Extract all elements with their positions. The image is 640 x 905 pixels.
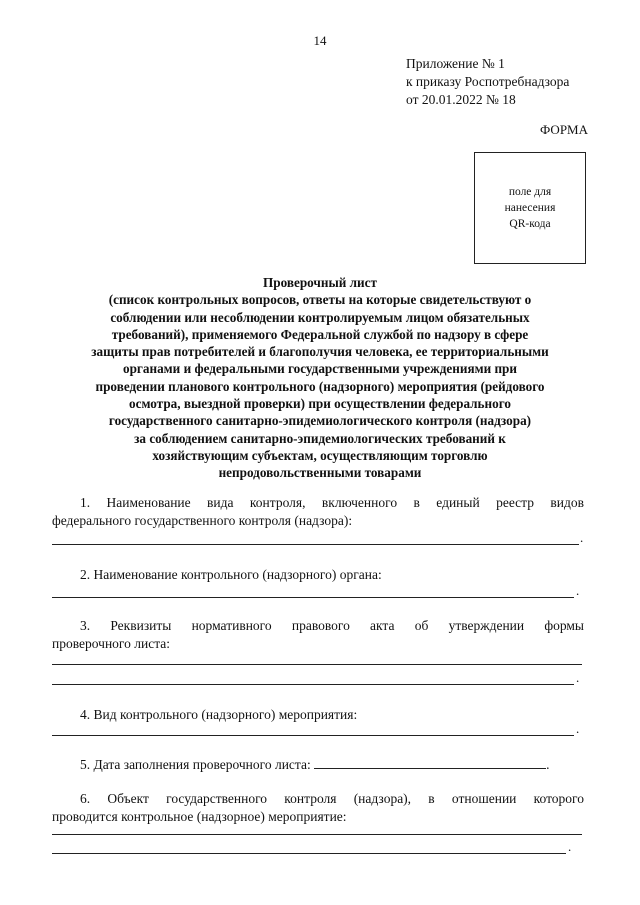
item-5 [52, 756, 584, 774]
item-5-line [52, 756, 584, 774]
item-6-text-cont: проводится контрольное (надзорное) мероприятие: [52, 809, 347, 824]
fill-line[interactable] [52, 735, 574, 736]
title-line: проведении планового контрольного (надзорного) мероприятия (рейдового [95, 378, 545, 394]
item-5-text: 5. Дата заполнения проверочного листа: [80, 757, 311, 772]
title-line: соблюдении или несоблюдении контролируемым лицом обязательных [110, 309, 530, 325]
line-end-dot: . [576, 670, 580, 685]
item-1 [52, 494, 584, 530]
line-end-dot: . [580, 530, 584, 545]
title-line: за соблюдением санитарно-эпидемиологических требований к [134, 430, 506, 446]
qr-box-line-2: нанесения [504, 202, 556, 214]
title-line: государственного санитарно-эпидемиологического контроля (надзора) [108, 413, 532, 429]
item-3-text: 3. Реквизиты нормативного правового акта об утверждении формы [80, 618, 584, 633]
appendix-reference [406, 55, 569, 109]
document-title [60, 274, 580, 482]
line-end-dot: . [568, 839, 572, 854]
fill-line[interactable] [52, 597, 574, 598]
title-line: (список контрольных вопросов, ответы на которые свидетельствуют о [108, 292, 532, 308]
item-2-text: 2. Наименование контрольного (надзорного) органа: [80, 567, 382, 582]
line-end-dot: . [546, 757, 550, 772]
appendix-line-2: к приказу Роспотребнадзора [406, 74, 570, 89]
title-line: органами и федеральными государственными учреждениями при [122, 361, 517, 377]
item-3 [52, 617, 584, 653]
fill-line[interactable] [52, 853, 566, 854]
qr-box-line-1: поле для [508, 186, 552, 198]
item-3-text-cont: проверочного листа: [52, 636, 171, 651]
item-1-text-cont: федерального государственного контроля (надзора): [52, 513, 353, 528]
fill-line[interactable] [52, 684, 574, 685]
fill-line[interactable] [52, 664, 582, 665]
title-line: хозяйствующим субъектам, осуществляющим торговлю [152, 447, 488, 463]
item-6-text: 6. Объект государственного контроля (надзора), в отношении которого [80, 791, 584, 806]
item-4-text: 4. Вид контрольного (надзорного) мероприятия: [80, 707, 358, 722]
title-heading: Проверочный лист [263, 275, 377, 290]
qr-box-line-3: QR-кода [509, 218, 551, 230]
page-number: 14 [313, 33, 327, 48]
title-line: непродовольственными товарами [218, 465, 422, 481]
line-end-dot: . [576, 721, 580, 736]
title-line: защиты прав потребителей и благополучия человека, ее территориальными [91, 344, 549, 360]
item-4 [52, 706, 584, 724]
date-fill-line[interactable] [314, 756, 546, 769]
fill-line[interactable] [52, 834, 582, 835]
appendix-line-3: от 20.01.2022 № 18 [406, 92, 516, 107]
form-label: ФОРМА [540, 122, 588, 137]
item-2 [52, 566, 584, 584]
qr-code-field [474, 152, 586, 264]
fill-line[interactable] [52, 544, 579, 545]
appendix-line-1: Приложение № 1 [406, 56, 505, 71]
title-line: осмотра, выездной проверки) при осуществлении федерального [129, 396, 511, 412]
item-1-text: 1. Наименование вида контроля, включенного в единый реестр видов [80, 495, 584, 510]
item-6 [52, 790, 584, 826]
title-line: требований), применяемого Федеральной службой по надзору в сфере [111, 326, 529, 342]
line-end-dot: . [576, 583, 580, 598]
